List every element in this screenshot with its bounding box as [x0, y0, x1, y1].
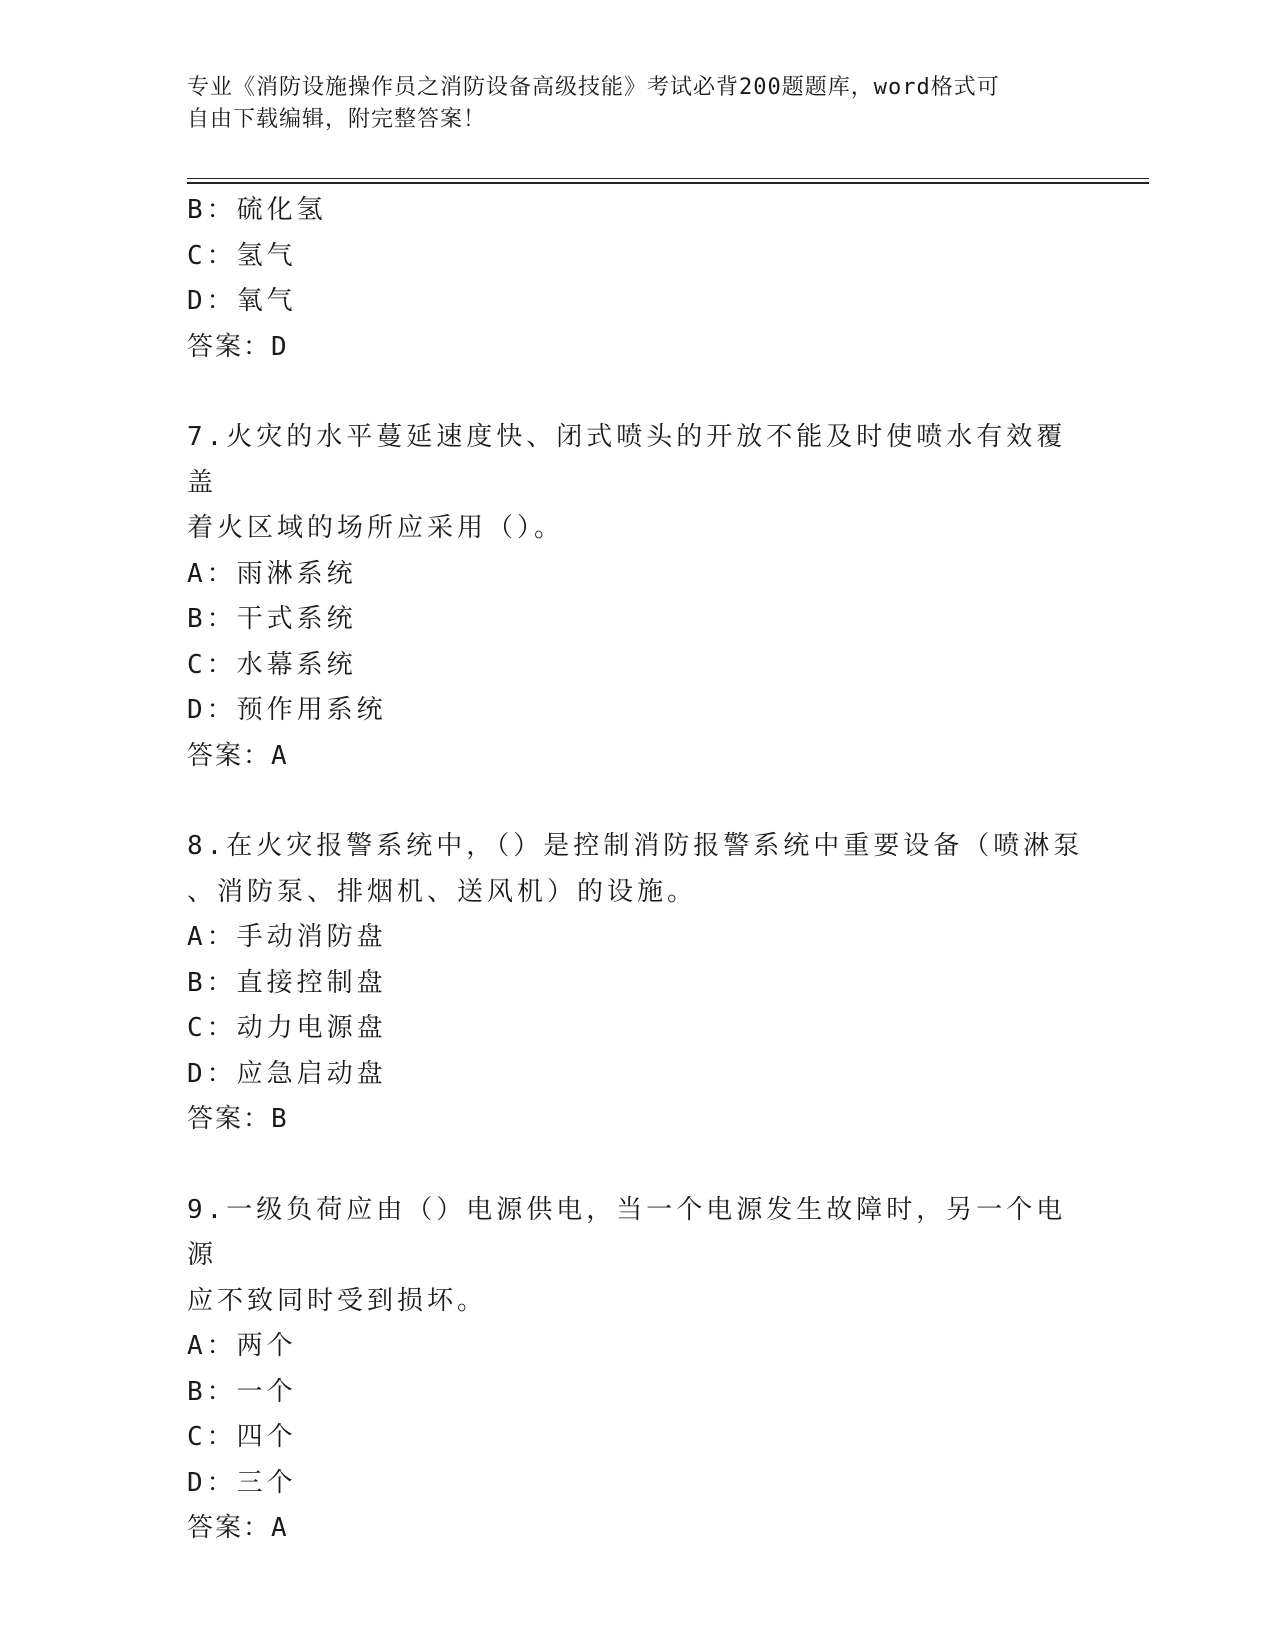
option-a: A：两个 [187, 1331, 297, 1361]
option-d: D：氧气 [187, 286, 297, 316]
option-d: D：三个 [187, 1467, 297, 1498]
option-c: C：水幕系统 [187, 649, 357, 680]
question-stem: 7.火灾的水平蔓延速度快、闭式喷头的开放不能及时使喷水有效覆盖 [187, 422, 1067, 498]
option-a: A：雨淋系统 [187, 558, 357, 589]
option-d: D：应急启动盘 [187, 1058, 387, 1089]
question-list [187, 188, 1087, 1552]
document-header [187, 72, 1087, 136]
answer-line: 答案：A [187, 740, 289, 771]
header-divider-thick [187, 182, 1149, 184]
question-stem: 8.在火灾报警系统中，（）是控制消防报警系统中重要设备（喷淋泵 [187, 831, 1084, 861]
answer-line: 答案：A [187, 1513, 289, 1543]
question-stem-cont: 、消防泵、排烟机、送风机）的设施。 [187, 876, 698, 907]
option-c: C：四个 [187, 1422, 297, 1452]
question-block-7 [187, 415, 1087, 779]
option-b: B：硫化氢 [187, 195, 327, 225]
question-stem-cont: 着火区域的场所应采用（）。 [187, 513, 565, 543]
answer-line: 答案：B [187, 1104, 289, 1134]
question-stem-cont: 应不致同时受到损坏。 [187, 1285, 488, 1316]
header-line-2: 自由下载编辑，附完整答案！ [187, 107, 487, 132]
option-c: C：氢气 [187, 240, 297, 271]
question-stem: 9.一级负荷应由（）电源供电，当一个电源发生故障时，另一个电源 [187, 1194, 1067, 1270]
header-divider-thin [187, 178, 1149, 179]
option-b: B：一个 [187, 1376, 297, 1407]
option-b: B：直接控制盘 [187, 967, 387, 998]
option-a: A：手动消防盘 [187, 922, 387, 952]
header-line-1: 专业《消防设施操作员之消防设备高级技能》考试必背200题题库，word格式可 [187, 75, 1000, 100]
option-b: B：干式系统 [187, 604, 357, 634]
question-block-6 [187, 188, 1087, 370]
question-block-9 [187, 1188, 1087, 1552]
question-block-8 [187, 824, 1087, 1143]
option-c: C：动力电源盘 [187, 1013, 387, 1043]
option-d: D：预作用系统 [187, 695, 387, 725]
answer-line: 答案：D [187, 331, 289, 362]
